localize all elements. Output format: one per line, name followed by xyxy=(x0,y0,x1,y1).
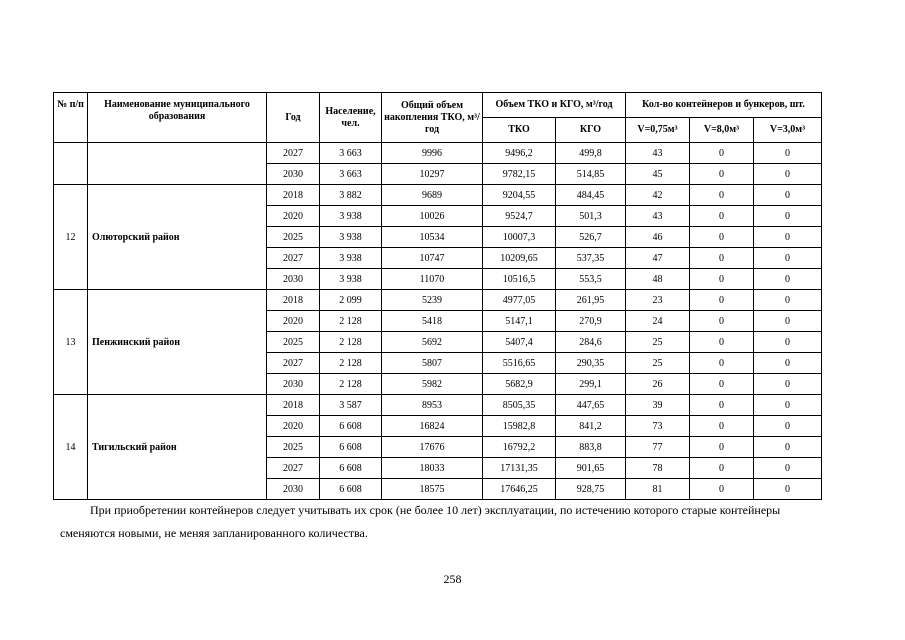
cell-kgo: 290,35 xyxy=(556,353,626,374)
cell-year: 2020 xyxy=(267,311,320,332)
cell-v075: 46 xyxy=(626,227,690,248)
page-number: 258 xyxy=(443,572,462,586)
cell-v8: 0 xyxy=(690,395,754,416)
cell-total-volume: 10534 xyxy=(382,227,483,248)
cell-v075: 43 xyxy=(626,206,690,227)
cell-kgo: 841,2 xyxy=(556,416,626,437)
cell-kgo: 447,65 xyxy=(556,395,626,416)
cell-total-volume: 18575 xyxy=(382,479,483,500)
cell-v3: 0 xyxy=(754,269,822,290)
cell-v8: 0 xyxy=(690,269,754,290)
cell-tko: 9496,2 xyxy=(483,143,556,164)
cell-year: 2020 xyxy=(267,206,320,227)
row-group-num: 14 xyxy=(54,395,88,500)
cell-v8: 0 xyxy=(690,311,754,332)
cell-total-volume: 9996 xyxy=(382,143,483,164)
cell-total-volume: 11070 xyxy=(382,269,483,290)
row-group-num xyxy=(54,143,88,185)
cell-population: 3 882 xyxy=(320,185,382,206)
cell-tko: 9524,7 xyxy=(483,206,556,227)
cell-tko: 17646,25 xyxy=(483,479,556,500)
data-table xyxy=(53,92,822,500)
table-row xyxy=(54,395,822,416)
cell-tko: 10516,5 xyxy=(483,269,556,290)
cell-tko: 5147,1 xyxy=(483,311,556,332)
cell-year: 2030 xyxy=(267,479,320,500)
cell-kgo: 499,8 xyxy=(556,143,626,164)
cell-total-volume: 5418 xyxy=(382,311,483,332)
cell-total-volume: 5982 xyxy=(382,374,483,395)
header-containers-group: Кол-во контейнеров и бункеров, шт. xyxy=(626,93,822,118)
cell-total-volume: 16824 xyxy=(382,416,483,437)
cell-v3: 0 xyxy=(754,227,822,248)
cell-tko: 16792,2 xyxy=(483,437,556,458)
cell-v3: 0 xyxy=(754,248,822,269)
cell-tko: 5516,65 xyxy=(483,353,556,374)
cell-v3: 0 xyxy=(754,416,822,437)
cell-year: 2018 xyxy=(267,185,320,206)
cell-v075: 25 xyxy=(626,353,690,374)
cell-v8: 0 xyxy=(690,353,754,374)
cell-kgo: 526,7 xyxy=(556,227,626,248)
cell-v3: 0 xyxy=(754,353,822,374)
cell-v8: 0 xyxy=(690,479,754,500)
cell-kgo: 284,6 xyxy=(556,332,626,353)
cell-v3: 0 xyxy=(754,143,822,164)
header-v3: V=3,0м³ xyxy=(754,118,822,143)
cell-year: 2027 xyxy=(267,353,320,374)
header-year: Год xyxy=(267,93,320,143)
cell-tko: 5407,4 xyxy=(483,332,556,353)
cell-year: 2020 xyxy=(267,416,320,437)
cell-kgo: 514,85 xyxy=(556,164,626,185)
cell-kgo: 537,35 xyxy=(556,248,626,269)
row-group-name: Пенжинский район xyxy=(88,290,267,395)
cell-year: 2027 xyxy=(267,458,320,479)
table-row xyxy=(54,143,822,164)
header-kgo: КГО xyxy=(556,118,626,143)
row-group-name xyxy=(88,143,267,185)
cell-population: 6 608 xyxy=(320,437,382,458)
cell-v8: 0 xyxy=(690,164,754,185)
cell-population: 2 128 xyxy=(320,353,382,374)
cell-population: 3 938 xyxy=(320,206,382,227)
header-tko: ТКО xyxy=(483,118,556,143)
cell-v3: 0 xyxy=(754,479,822,500)
cell-year: 2025 xyxy=(267,332,320,353)
cell-year: 2018 xyxy=(267,395,320,416)
cell-total-volume: 10297 xyxy=(382,164,483,185)
row-group-num: 12 xyxy=(54,185,88,290)
cell-v8: 0 xyxy=(690,290,754,311)
cell-population: 3 663 xyxy=(320,143,382,164)
cell-v8: 0 xyxy=(690,332,754,353)
cell-v3: 0 xyxy=(754,395,822,416)
cell-kgo: 883,8 xyxy=(556,437,626,458)
cell-population: 2 128 xyxy=(320,374,382,395)
cell-v075: 48 xyxy=(626,269,690,290)
cell-tko: 9204,55 xyxy=(483,185,556,206)
cell-population: 3 587 xyxy=(320,395,382,416)
cell-total-volume: 10026 xyxy=(382,206,483,227)
cell-total-volume: 17676 xyxy=(382,437,483,458)
header-volume-group: Объем ТКО и КГО, м³/год xyxy=(483,93,626,118)
cell-v3: 0 xyxy=(754,332,822,353)
cell-v8: 0 xyxy=(690,437,754,458)
cell-total-volume: 5239 xyxy=(382,290,483,311)
cell-population: 3 663 xyxy=(320,164,382,185)
cell-population: 3 938 xyxy=(320,248,382,269)
cell-total-volume: 5692 xyxy=(382,332,483,353)
cell-v3: 0 xyxy=(754,164,822,185)
cell-year: 2030 xyxy=(267,269,320,290)
cell-v8: 0 xyxy=(690,374,754,395)
cell-population: 2 099 xyxy=(320,290,382,311)
cell-v8: 0 xyxy=(690,248,754,269)
cell-v075: 73 xyxy=(626,416,690,437)
cell-v075: 45 xyxy=(626,164,690,185)
row-group-name: Тигильский район xyxy=(88,395,267,500)
row-group-num: 13 xyxy=(54,290,88,395)
cell-v8: 0 xyxy=(690,416,754,437)
cell-population: 6 608 xyxy=(320,416,382,437)
header-num: № п/п xyxy=(54,93,88,143)
cell-year: 2030 xyxy=(267,164,320,185)
cell-population: 2 128 xyxy=(320,311,382,332)
cell-v3: 0 xyxy=(754,458,822,479)
table-body xyxy=(54,143,822,500)
cell-population: 3 938 xyxy=(320,269,382,290)
cell-kgo: 928,75 xyxy=(556,479,626,500)
cell-v3: 0 xyxy=(754,290,822,311)
note xyxy=(60,499,850,545)
cell-v8: 0 xyxy=(690,458,754,479)
cell-v075: 81 xyxy=(626,479,690,500)
cell-tko: 15982,8 xyxy=(483,416,556,437)
cell-kgo: 484,45 xyxy=(556,185,626,206)
cell-v075: 26 xyxy=(626,374,690,395)
cell-total-volume: 5807 xyxy=(382,353,483,374)
cell-v3: 0 xyxy=(754,185,822,206)
cell-population: 6 608 xyxy=(320,458,382,479)
cell-kgo: 553,5 xyxy=(556,269,626,290)
header-v8: V=8,0м³ xyxy=(690,118,754,143)
cell-year: 2025 xyxy=(267,437,320,458)
note-line-1: При приобретении контейнеров следует учитывать их срок (не более 10 лет) эксплуатации, по истечению которого старые контейнеры xyxy=(90,503,781,517)
cell-v075: 43 xyxy=(626,143,690,164)
cell-v075: 24 xyxy=(626,311,690,332)
cell-v3: 0 xyxy=(754,374,822,395)
cell-kgo: 501,3 xyxy=(556,206,626,227)
header-total-volume: Общий объем накопления ТКО, м³/год xyxy=(382,93,483,143)
table-row xyxy=(54,290,822,311)
table-row xyxy=(54,185,822,206)
cell-total-volume: 10747 xyxy=(382,248,483,269)
cell-kgo: 299,1 xyxy=(556,374,626,395)
cell-tko: 5682,9 xyxy=(483,374,556,395)
cell-tko: 10007,3 xyxy=(483,227,556,248)
cell-kgo: 901,65 xyxy=(556,458,626,479)
cell-v8: 0 xyxy=(690,185,754,206)
cell-total-volume: 18033 xyxy=(382,458,483,479)
cell-v3: 0 xyxy=(754,206,822,227)
cell-tko: 17131,35 xyxy=(483,458,556,479)
cell-v075: 47 xyxy=(626,248,690,269)
cell-population: 6 608 xyxy=(320,479,382,500)
cell-total-volume: 8953 xyxy=(382,395,483,416)
cell-v3: 0 xyxy=(754,311,822,332)
cell-year: 2018 xyxy=(267,290,320,311)
cell-v075: 25 xyxy=(626,332,690,353)
cell-v8: 0 xyxy=(690,227,754,248)
cell-v8: 0 xyxy=(690,206,754,227)
cell-v3: 0 xyxy=(754,437,822,458)
table-header xyxy=(54,93,822,143)
cell-v075: 77 xyxy=(626,437,690,458)
cell-tko: 10209,65 xyxy=(483,248,556,269)
header-v075: V=0,75м³ xyxy=(626,118,690,143)
cell-v8: 0 xyxy=(690,143,754,164)
cell-v075: 78 xyxy=(626,458,690,479)
cell-population: 2 128 xyxy=(320,332,382,353)
cell-v075: 23 xyxy=(626,290,690,311)
cell-year: 2027 xyxy=(267,143,320,164)
cell-tko: 8505,35 xyxy=(483,395,556,416)
cell-v075: 39 xyxy=(626,395,690,416)
cell-v075: 42 xyxy=(626,185,690,206)
header-name: Наименование муниципального образования xyxy=(88,93,267,143)
cell-tko: 4977,05 xyxy=(483,290,556,311)
cell-year: 2030 xyxy=(267,374,320,395)
cell-year: 2027 xyxy=(267,248,320,269)
cell-tko: 9782,15 xyxy=(483,164,556,185)
header-population: Население, чел. xyxy=(320,93,382,143)
cell-kgo: 261,95 xyxy=(556,290,626,311)
cell-population: 3 938 xyxy=(320,227,382,248)
note-line-2: сменяются новыми, не меняя запланированного количества. xyxy=(60,526,368,540)
cell-total-volume: 9689 xyxy=(382,185,483,206)
row-group-name: Олюторский район xyxy=(88,185,267,290)
cell-year: 2025 xyxy=(267,227,320,248)
cell-kgo: 270,9 xyxy=(556,311,626,332)
